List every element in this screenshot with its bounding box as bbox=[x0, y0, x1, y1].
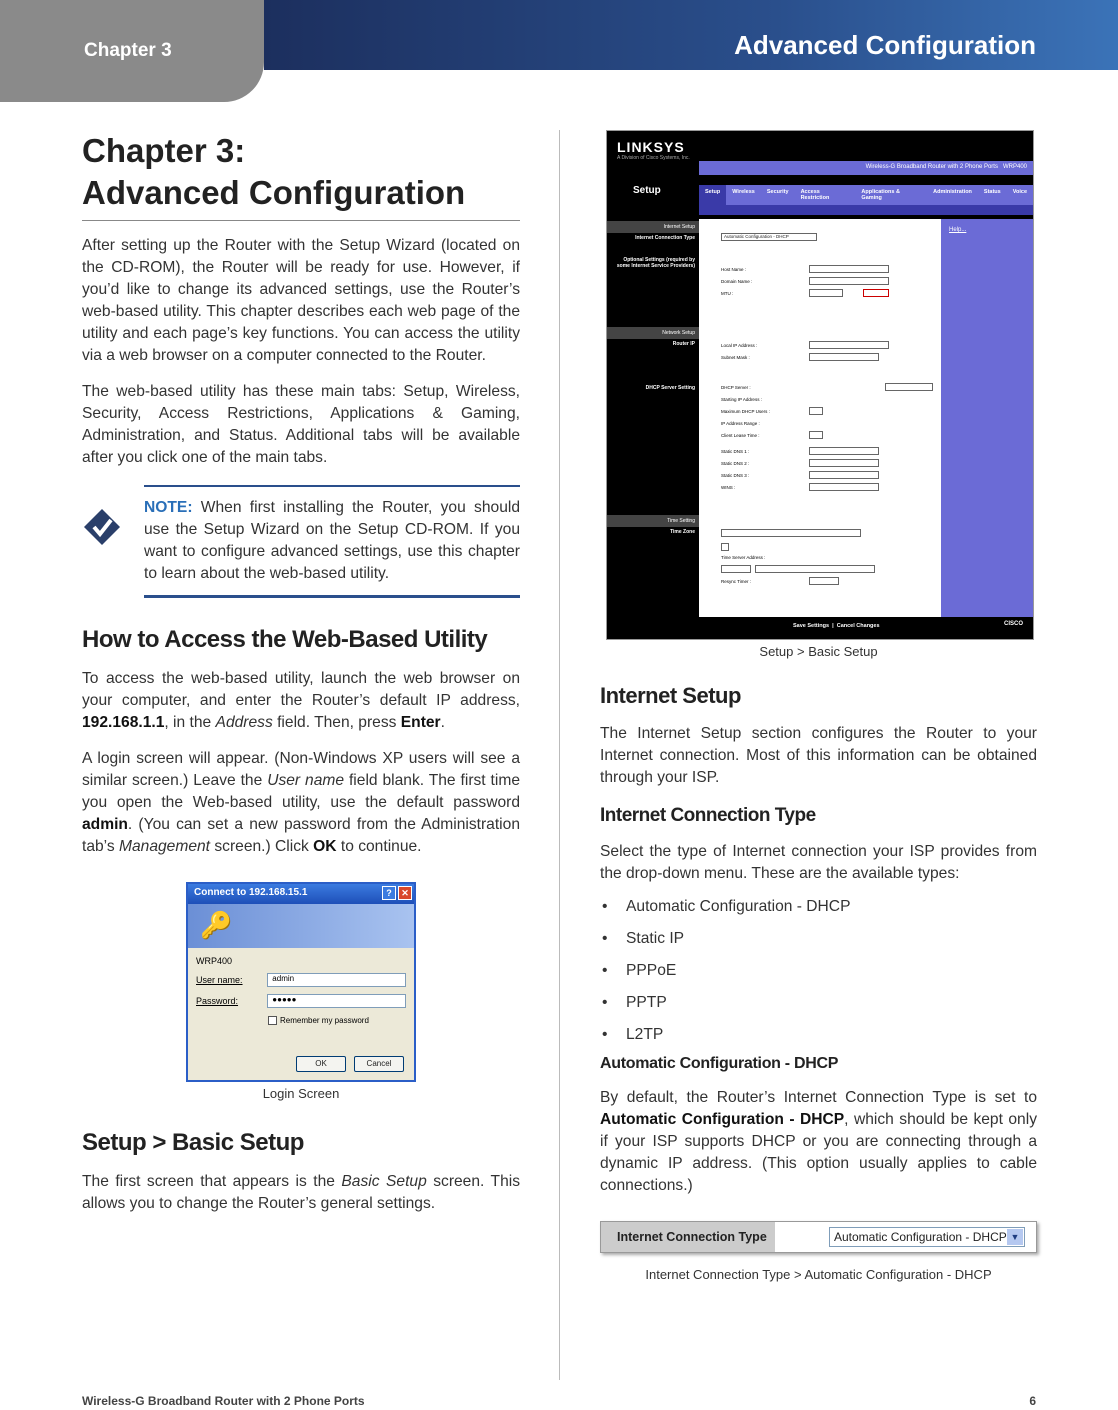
login-caption: Login Screen bbox=[262, 1086, 340, 1101]
help-icon[interactable]: ? bbox=[382, 886, 396, 900]
tab-wireless[interactable]: Wireless bbox=[732, 189, 755, 195]
note-body: When first installing the Router, you should use the Setup Wizard on the Setup CD-ROM. If you want to configure advanced settings, use this chapter to learn about the web-based utility. bbox=[144, 499, 520, 582]
sb-conn-type: Internet Connection Type bbox=[635, 235, 695, 241]
sb-time-zone: Time Zone bbox=[670, 529, 695, 535]
note-label: NOTE: bbox=[144, 499, 193, 516]
tab-access-restriction[interactable]: Access Restriction bbox=[800, 189, 830, 201]
internet-setup-paragraph: The Internet Setup section configures the Router to your Internet connection. Most of this information can be obtained through your ISP. bbox=[600, 725, 1037, 786]
router-caption: Setup > Basic Setup bbox=[759, 644, 878, 659]
ok-button[interactable]: OK bbox=[296, 1056, 346, 1072]
wins-field[interactable] bbox=[809, 483, 879, 491]
sb-router-ip: Router IP bbox=[672, 341, 695, 347]
note-text bbox=[144, 497, 520, 585]
lease-time-field[interactable] bbox=[809, 431, 823, 439]
connection-type-select[interactable]: Automatic Configuration - DHCP ▼ bbox=[829, 1227, 1025, 1247]
connection-type-strip bbox=[600, 1221, 1037, 1253]
access-paragraph-2: A login screen will appear. (Non-Windows XP users will see a similar screen.) Leave the User name field blank. The first time you open the Web-based utility, use the default password admin. (You can set a new password from the Administration tab’s Management screen.) Click OK to continue. bbox=[82, 750, 521, 855]
sb-optional: Optional Settings (required by some Internet Service Providers) bbox=[616, 257, 695, 269]
right-column bbox=[600, 130, 1037, 1282]
dns2-field[interactable] bbox=[809, 459, 879, 467]
mtu-size-field[interactable] bbox=[863, 289, 889, 297]
internet-setup-heading: Internet Setup bbox=[600, 683, 741, 708]
mtu-select[interactable] bbox=[809, 289, 843, 297]
max-dhcp-users-field[interactable] bbox=[809, 407, 823, 415]
list-item: • PPTP bbox=[600, 993, 1037, 1013]
tab-status[interactable]: Status bbox=[983, 189, 1001, 195]
time-zone-select[interactable] bbox=[721, 529, 861, 537]
connection-type-paragraph: Select the type of Internet connection your ISP provides from the drop-down menu. These are the available types: bbox=[600, 843, 1037, 882]
list-item: • Automatic Configuration - DHCP bbox=[600, 897, 1037, 917]
product-bar: Wireless-G Broadband Router with 2 Phone Ports WRP400 bbox=[699, 161, 1033, 175]
close-icon[interactable]: ✕ bbox=[398, 886, 412, 900]
time-server-field[interactable] bbox=[755, 565, 875, 573]
router-screenshot bbox=[606, 130, 1034, 640]
logo-subtitle: A Division of Cisco Systems, Inc. bbox=[617, 155, 690, 161]
keys-icon: 🔑 bbox=[200, 910, 233, 940]
chapter-title-line2: Advanced Configuration bbox=[82, 174, 466, 211]
router-help-panel bbox=[941, 219, 1033, 617]
connection-type-caption: Internet Connection Type > Automatic Configuration - DHCP bbox=[645, 1267, 992, 1282]
sb-dhcp: DHCP Server Setting bbox=[645, 385, 695, 391]
local-ip-field[interactable] bbox=[809, 341, 889, 349]
host-name-field[interactable] bbox=[809, 265, 889, 273]
basic-setup-paragraph: The first screen that appears is the Basic Setup screen. This allows you to change the Router’s general settings. bbox=[82, 1173, 521, 1212]
sb-internet-setup: Internet Setup bbox=[607, 221, 699, 233]
login-realm: WRP400 bbox=[196, 956, 233, 966]
router-footer: Save Settings | Cancel Changes CISCO bbox=[607, 617, 1033, 639]
dhcp-reservation-button[interactable] bbox=[885, 383, 933, 391]
login-dialog bbox=[186, 882, 416, 1082]
cancel-changes-button[interactable]: Cancel Changes bbox=[836, 623, 880, 629]
subnet-mask-select[interactable] bbox=[809, 353, 879, 361]
username-label: User name: bbox=[196, 975, 243, 985]
remember-password-checkbox[interactable]: Remember my password bbox=[268, 1016, 406, 1025]
router-subtabs bbox=[699, 205, 1033, 215]
cancel-button[interactable]: Cancel bbox=[354, 1056, 404, 1072]
page-number: 6 bbox=[1029, 1394, 1036, 1408]
connection-types-list bbox=[600, 897, 1037, 1045]
help-link[interactable]: Help... bbox=[949, 227, 967, 233]
login-body bbox=[188, 948, 414, 1033]
username-field[interactable]: admin bbox=[267, 973, 406, 987]
router-main: Automatic Configuration - DHCP Host Name : Domain Name : MTU : Local IP Address : Subnet Mask : DHCP Server : Starting IP Address : Maximum DHCP Users : IP Address Range : Client Lease Time : Static DNS 1 : Static DNS 2 : Static DNS 3 : WINS : Time Server Address : Resync Timer : bbox=[699, 219, 941, 617]
tab-security[interactable]: Security bbox=[766, 189, 789, 195]
login-titlebar: Connect to 192.168.15.1 ? ✕ bbox=[188, 884, 414, 904]
chapter-label: Chapter 3 bbox=[84, 40, 172, 61]
section-header-bar bbox=[264, 0, 1118, 70]
router-tabs bbox=[699, 185, 1033, 205]
dst-checkbox[interactable] bbox=[721, 543, 729, 551]
checkmark-note-icon bbox=[82, 507, 122, 547]
router-section-title: Setup bbox=[633, 185, 661, 196]
chapter-title bbox=[82, 130, 520, 221]
column-divider bbox=[559, 130, 560, 1380]
dns3-field[interactable] bbox=[809, 471, 879, 479]
access-heading: How to Access the Web-Based Utility bbox=[82, 626, 488, 653]
footer-product: Wireless-G Broadband Router with 2 Phone Ports bbox=[82, 1394, 365, 1408]
list-item: • PPPoE bbox=[600, 961, 1037, 981]
section-label: Advanced Configuration bbox=[734, 30, 1036, 60]
password-label: Password: bbox=[196, 996, 239, 1006]
tab-administration[interactable]: Administration bbox=[933, 189, 972, 195]
router-sidebar bbox=[607, 219, 699, 617]
left-column bbox=[82, 130, 520, 1215]
tab-voice[interactable]: Voice bbox=[1012, 189, 1027, 195]
resync-timer-field[interactable] bbox=[809, 577, 839, 585]
linksys-logo: LINKSYS bbox=[617, 139, 685, 155]
list-item: • Static IP bbox=[600, 929, 1037, 949]
sb-network-setup: Network Setup bbox=[607, 327, 699, 339]
access-paragraph-1: To access the web-based utility, launch the web browser on your computer, and enter the Router’s default IP address, 192.168.1.1, in the Address field. Then, press Enter. bbox=[82, 670, 520, 731]
intro-paragraph-1: After setting up the Router with the Setup Wizard (located on the CD-ROM), the Router will be ready for use. However, if you’d like to change its advanced settings, use the Router’s web-based utility. This chapter describes each web page of the utility and each page’s key functions. You can access the utility via a web browser on a computer connected to the Router. bbox=[82, 237, 520, 364]
sb-time-setting: Time Setting bbox=[607, 515, 699, 527]
cisco-logo: CISCO bbox=[1003, 621, 1023, 627]
connection-type-label: Internet Connection Type bbox=[601, 1222, 775, 1252]
auto-config-paragraph: By default, the Router’s Internet Connection Type is set to Automatic Configuration - DHCP, which should be kept only if your ISP supports DHCP or you are connecting through a dynamic IP address. (This option usually applies to cable connections.) bbox=[600, 1089, 1037, 1194]
tab-setup[interactable]: Setup bbox=[699, 185, 726, 205]
time-server-select[interactable] bbox=[721, 565, 751, 573]
login-banner bbox=[188, 904, 414, 948]
basic-setup-heading: Setup > Basic Setup bbox=[82, 1129, 304, 1156]
intro-paragraph-2: The web-based utility has these main tabs: Setup, Wireless, Security, Access Restrictions, Applications & Gaming, Administration, and Status. Additional tabs will be available after you click one of the main tabs. bbox=[82, 383, 520, 466]
list-item: • L2TP bbox=[600, 1025, 1037, 1045]
chapter-tab bbox=[0, 0, 264, 102]
chapter-title-line1: Chapter 3: bbox=[82, 132, 246, 169]
dns1-field[interactable] bbox=[809, 447, 879, 455]
save-settings-button[interactable]: Save Settings bbox=[793, 623, 830, 629]
domain-name-field[interactable] bbox=[809, 277, 889, 285]
note-box bbox=[144, 485, 520, 598]
auto-config-heading: Automatic Configuration - DHCP bbox=[600, 1055, 839, 1072]
router-conn-type-select[interactable]: Automatic Configuration - DHCP bbox=[721, 233, 817, 241]
chevron-down-icon: ▼ bbox=[1007, 1229, 1023, 1245]
password-field[interactable]: ●●●●● bbox=[267, 994, 406, 1008]
tab-applications-gaming[interactable]: Applications & Gaming bbox=[861, 189, 900, 201]
connection-type-heading: Internet Connection Type bbox=[600, 805, 816, 826]
